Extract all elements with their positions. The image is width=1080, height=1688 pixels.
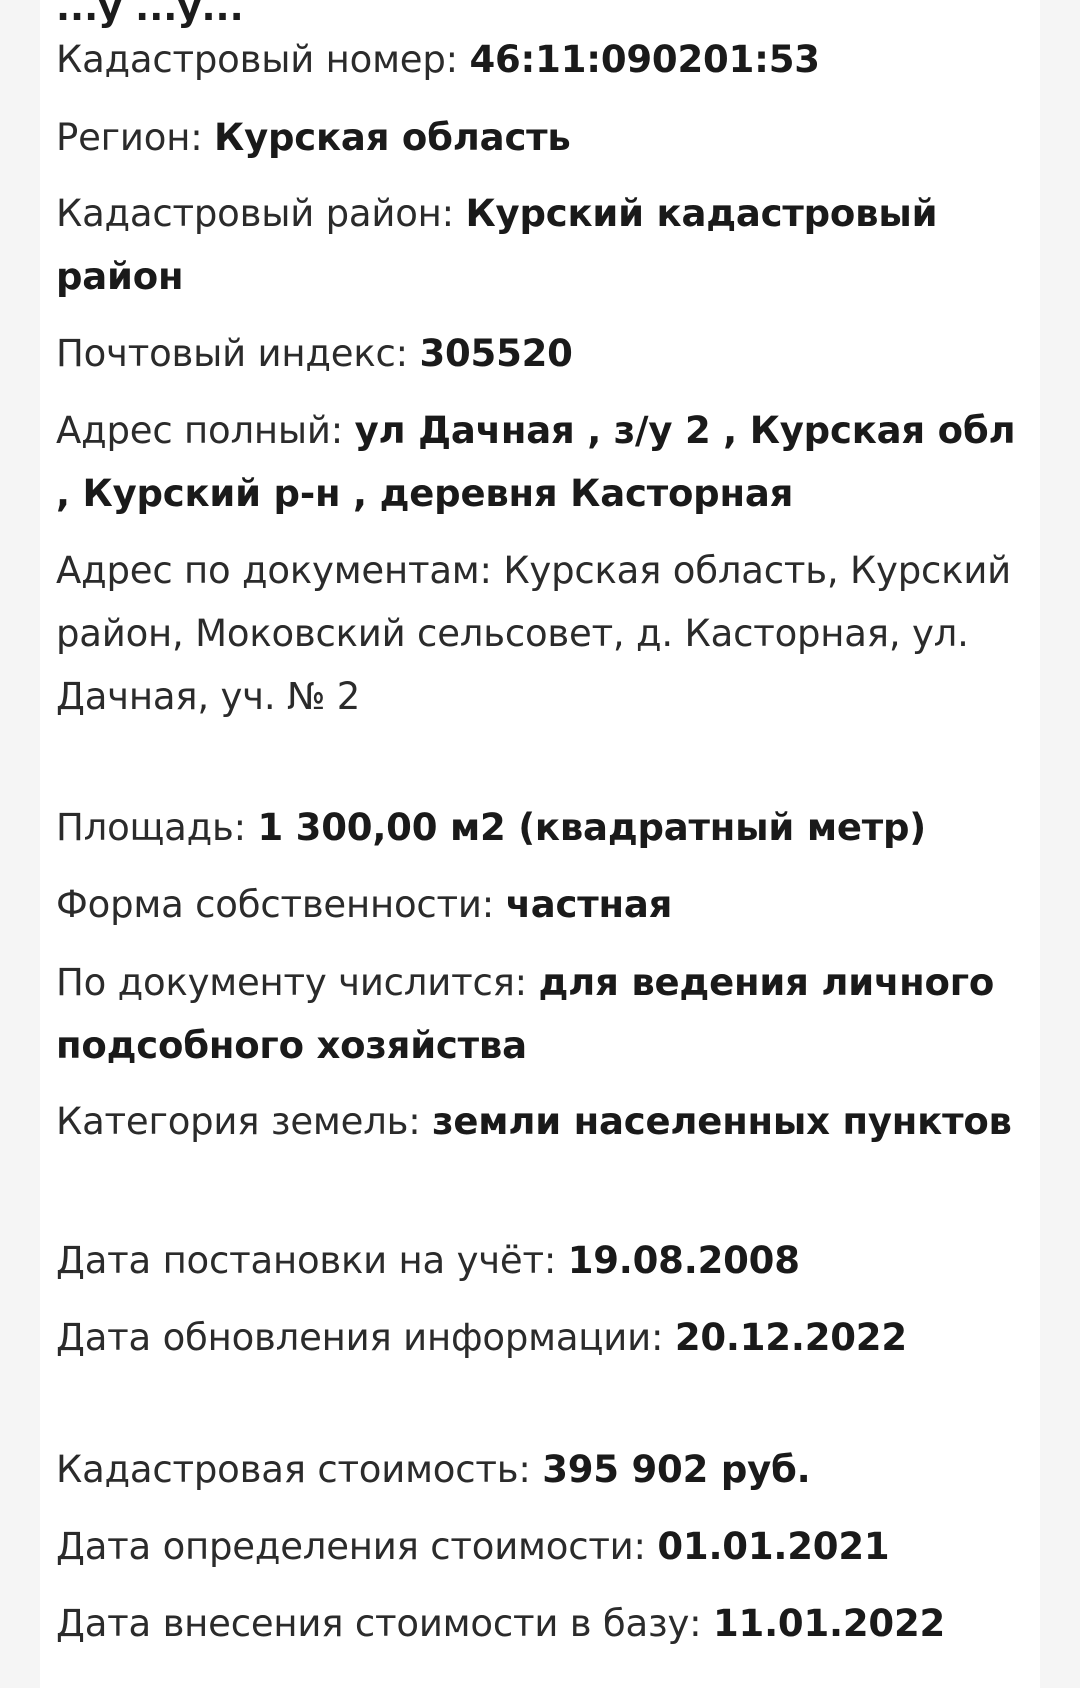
cadastral-value-value: 395 902 руб.	[542, 1448, 811, 1491]
postal-code-row	[56, 322, 1016, 385]
area-value: 1 300,00 м2 (квадратный метр)	[257, 806, 926, 849]
cadastral-district-row	[56, 182, 1016, 308]
region-row	[56, 106, 1016, 169]
document-purpose-value: для ведения личного подсобного хозяйства	[56, 961, 995, 1067]
cadastral-district-value: Курский кадастровый район	[56, 192, 938, 298]
ownership-row	[56, 873, 1016, 936]
ownership-label: Форма собственности:	[56, 883, 506, 926]
cadastral-district-label: Кадастровый район:	[56, 192, 466, 235]
region-label: Регион:	[56, 116, 215, 159]
value-date-value: 01.01.2021	[657, 1525, 890, 1568]
update-date-row	[56, 1306, 1016, 1369]
document-address-row: Адрес по документам: Курская область, Курский район, Моковский сельсовет, д. Касторная, ул. Дачная, уч. № 2	[56, 549, 1012, 718]
document-purpose-label: По документу числится:	[56, 961, 539, 1004]
value-entry-date-label: Дата внесения стоимости в базу:	[56, 1602, 713, 1645]
document-purpose-row	[56, 951, 1016, 1077]
land-category-label: Категория земель:	[56, 1100, 433, 1143]
value-date-row	[56, 1515, 1016, 1578]
registration-date-label: Дата постановки на учёт:	[56, 1239, 568, 1282]
full-address-label: Адрес полный:	[56, 409, 355, 452]
value-date-label: Дата определения стоимости:	[56, 1525, 658, 1568]
region-value: Курская область	[214, 116, 571, 159]
registration-date-row	[56, 1229, 1016, 1292]
postal-code-value: 305520	[419, 332, 573, 375]
update-date-value: 20.12.2022	[674, 1316, 907, 1359]
area-label: Площадь:	[56, 806, 258, 849]
cadastral-number-label: Кадастровый номер:	[56, 38, 470, 81]
full-address-row	[56, 399, 1016, 525]
land-category-row	[56, 1090, 1016, 1153]
cadastral-number-value: 46:11:090201:53	[469, 38, 820, 81]
area-row	[56, 796, 1016, 859]
cadastral-value-label: Кадастровая стоимость:	[56, 1448, 543, 1491]
full-address-value: ул Дачная , з/у 2 , Курская обл , Курский р-н , деревня Касторная	[56, 409, 1016, 515]
registration-date-value: 19.08.2008	[567, 1239, 800, 1282]
update-date-label: Дата обновления информации:	[56, 1316, 675, 1359]
cut-off-text: ...у ...у...	[56, 0, 244, 29]
postal-code-label: Почтовый индекс:	[56, 332, 420, 375]
land-category-value: земли населенных пунктов	[432, 1100, 1012, 1143]
cadastral-value-row	[56, 1438, 1016, 1501]
value-entry-date-value: 11.01.2022	[712, 1602, 946, 1645]
value-entry-date-row	[56, 1592, 1016, 1655]
ownership-value: частная	[505, 883, 673, 926]
